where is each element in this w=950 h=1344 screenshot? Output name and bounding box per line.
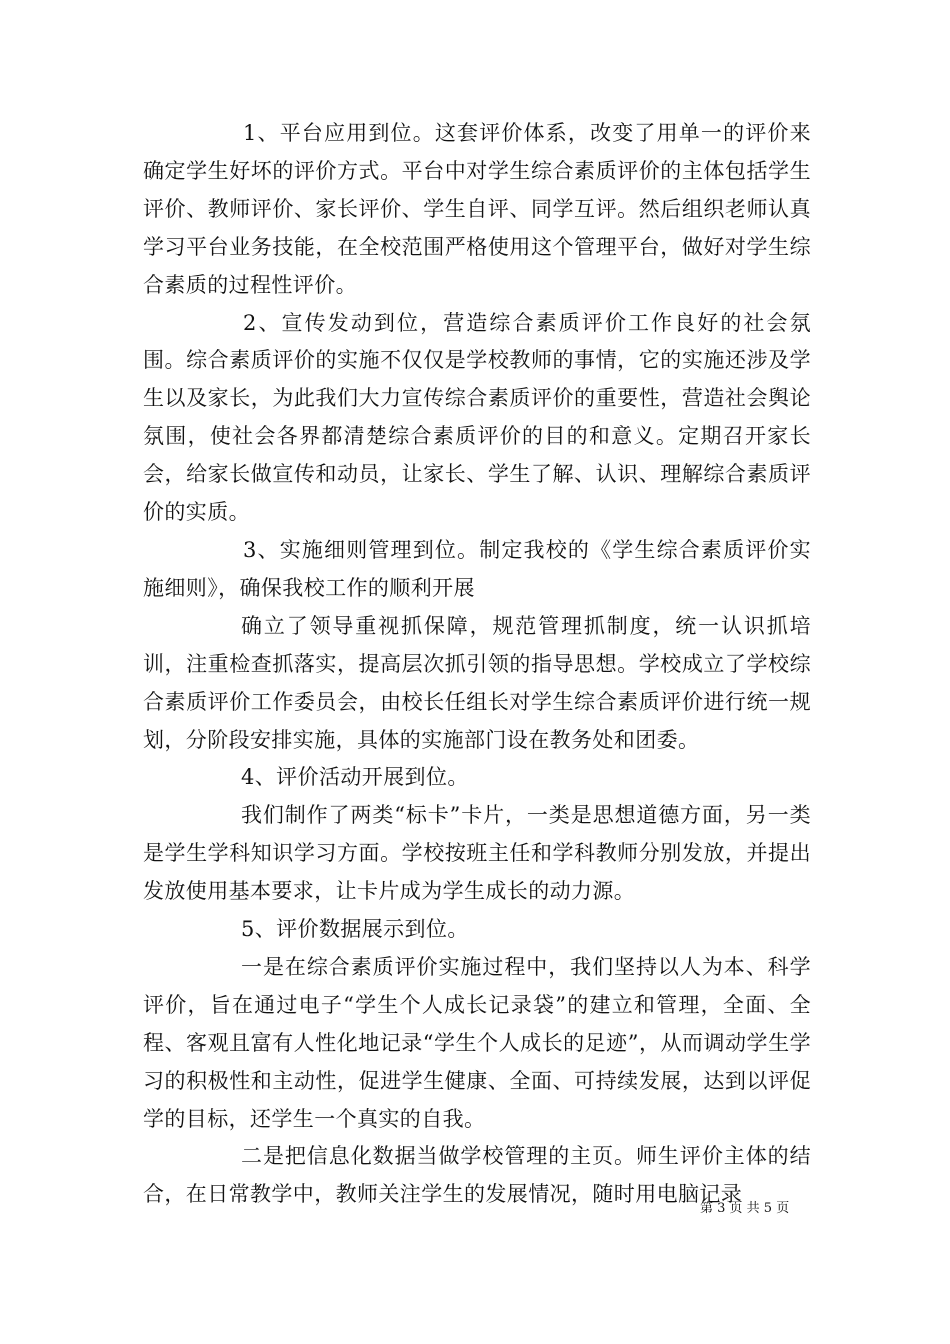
paragraph-platform-application: 1、平台应用到位。这套评价体系，改变了用单一的评价来确定学生好坏的评价方式。平台中对学生综合素质评价的主体包括学生评价、教师评价、家长评价、学生自评、同学互评。然后组织老师认真学习平台业务技能，在全校范围严格使用这个管理平台，做好对学生综合素质的过程性评价。 <box>143 121 811 297</box>
paragraph-growth-record: 一是在综合素质评价实施过程中，我们坚持以人为本、科学评价，旨在通过电子“学生个人成长记录袋”的建立和管理，全面、全程、客观且富有人性化地记录“学生个人成长的足迹”，从而调动学生学习的积极性和主动性，促进学生健康、全面、可持续发展，达到以评促学的目标，还学生一个真实的自我。 <box>143 954 811 1131</box>
paragraph-evaluation-activities-heading: 4、评价活动开展到位。 <box>241 765 469 790</box>
paragraph-publicity-mobilization: 2、宣传发动到位，营造综合素质评价工作良好的社会氛围。综合素质评价的实施不仅仅是学校教师的事情，它的实施还涉及学生以及家长，为此我们大力宣传综合素质评价的重要性，营造社会舆论氛围，使社会各界都清楚综合素质评价的目的和意义。定期召开家长会，给家长做宣传和动员，让家长、学生了解、认识、理解综合素质评价的实质。 <box>143 310 811 525</box>
document-body <box>143 115 811 1214</box>
paragraph-data-display-heading: 5、评价数据展示到位。 <box>241 917 469 942</box>
paragraph-implementation-rules: 3、实施细则管理到位。制定我校的《学生综合素质评价实施细则》，确保我校工作的顺利开展 <box>143 537 811 600</box>
paragraph-cards: 我们制作了两类“标卡”卡片，一类是思想道德方面，另一类是学生学科知识学习方面。学校按班主任和学科教师分别发放，并提出发放使用基本要求，让卡片成为学生成长的动力源。 <box>143 803 811 904</box>
page-number-footer: 第 3 页 共 5 页 <box>700 1201 790 1216</box>
paragraph-information-data: 二是把信息化数据当做学校管理的主页。师生评价主体的结合，在日常教学中，教师关注学生的发展情况，随时用电脑记录 <box>143 1144 811 1207</box>
paragraph-guiding-ideology: 确立了领导重视抓保障，规范管理抓制度，统一认识抓培训，注重检查抓落实，提高层次抓引领的指导思想。学校成立了学校综合素质评价工作委员会，由校长任组长对学生综合素质评价进行统一规划，分阶段安排实施，具体的实施部门设在教务处和团委。 <box>143 613 811 752</box>
